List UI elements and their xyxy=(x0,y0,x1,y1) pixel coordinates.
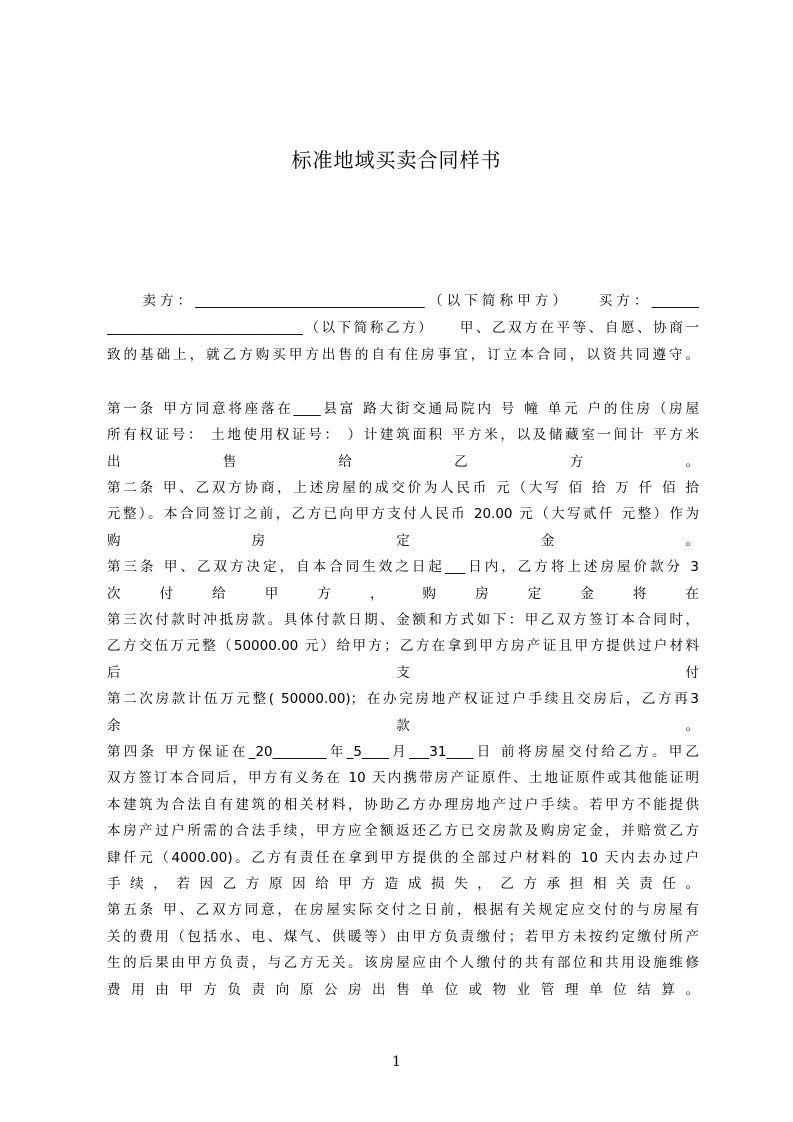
page-number: 1 xyxy=(392,1054,401,1070)
text-line: 第四条 甲方保证在_20________年_5____月___31____日 前将房屋交付给乙方。甲乙 xyxy=(107,744,699,760)
text-line: 出 售 给 乙 方 。 xyxy=(107,454,699,470)
text-line: 双方签订本合同后，甲方有义务在 10 天内携带房产证原件、土地证原件或其他能证明 xyxy=(107,770,699,786)
text-line: 本建筑为合法自有建筑的相关材料，协助乙方办理房地产过户手续。若甲方不能提供 xyxy=(107,797,699,813)
text-line: 致的基础上，就乙方购买甲方出售的自有住房事宜，订立本合同，以资共同遵守。 xyxy=(107,347,699,363)
text-line: 购 房 定 金 。 xyxy=(107,533,699,549)
text-line: 手 续 ， 若 因 乙 方 原 因 给 甲 方 造 成 损 失 ， 乙 方 承 担 相 关 责 任 。 xyxy=(107,876,699,892)
text-line: 所有权证号： 土地使用权证号： ）计建筑面积 平方米，以及储藏室一间计 平方米 xyxy=(107,427,699,443)
text-line: 卖方：__________________________________（以下简称甲方） 买方：_______ xyxy=(107,293,699,309)
text-line: 生的后果由甲方负责，与乙方无关。该房屋应由个人缴付的共有部位和共用设施维修 xyxy=(107,955,699,971)
text-line: 第五条 甲、乙双方同意，在房屋实际交付之日前，根据有关规定应交付的与房屋有 xyxy=(107,902,699,918)
text-line: 第二次房款计伍万元整( 50000.00)；在办完房地产权证过户手续且交房后，乙方再3 xyxy=(107,691,699,707)
text-line: 肆仟元（4000.00)。乙方有责任在拿到甲方提供的全部过户材料的 10 天内去办过户 xyxy=(107,850,699,866)
text-line: 第二条 甲、乙双方协商，上述房屋的成交价为人民币 元（大写 佰 拾 万 仟 佰 拾 xyxy=(107,480,699,496)
text-line: 乙方交伍万元整（50000.00 元）给甲方；乙方在拿到甲方房产证且甲方提供过户材料 xyxy=(107,638,699,654)
text-line: 余 款 。 xyxy=(107,718,699,734)
text-line: 费 用 由 甲 方 负 责 向 原 公 房 出 售 单 位 或 物 业 管 理 单 位 结 算 。 xyxy=(107,982,699,998)
text-line: 本房产过户所需的合法手续，甲方应全额返还乙方已交房款及购房定金，并赔赏乙方 xyxy=(107,823,699,839)
text-line: 元整）。本合同签订之前，乙方已向甲方支付人民币 20.00 元（大写贰仟 元整）作为 xyxy=(107,506,699,522)
text-line: 第三条 甲、乙双方决定，自本合同生效之日起___日内，乙方将上述房屋价款分 3 xyxy=(107,559,699,575)
text-line: 关的费用（包括水、电、煤气、供暖等）由甲方负责缴付；若甲方未按约定缴付所产 xyxy=(107,929,699,945)
text-line: 第三次付款时冲抵房款。具体付款日期、金额和方式如下：甲乙双方签订本合同时， xyxy=(107,612,699,628)
text-line: 次 付 给 甲 方 ， 购 房 定 金 将 在 xyxy=(107,586,699,602)
document-title: 标准地域买卖合同样书 xyxy=(291,148,502,172)
text-line: _____________________________（以下简称乙方） 甲、乙双方在平等、自愿、协商一 xyxy=(107,320,699,336)
text-line: 后 支 付 xyxy=(107,665,699,681)
text-line: 第一条 甲方同意将座落在____县富 路大街交通局院内 号 幢 单元 户的住房（房屋 xyxy=(107,401,699,417)
